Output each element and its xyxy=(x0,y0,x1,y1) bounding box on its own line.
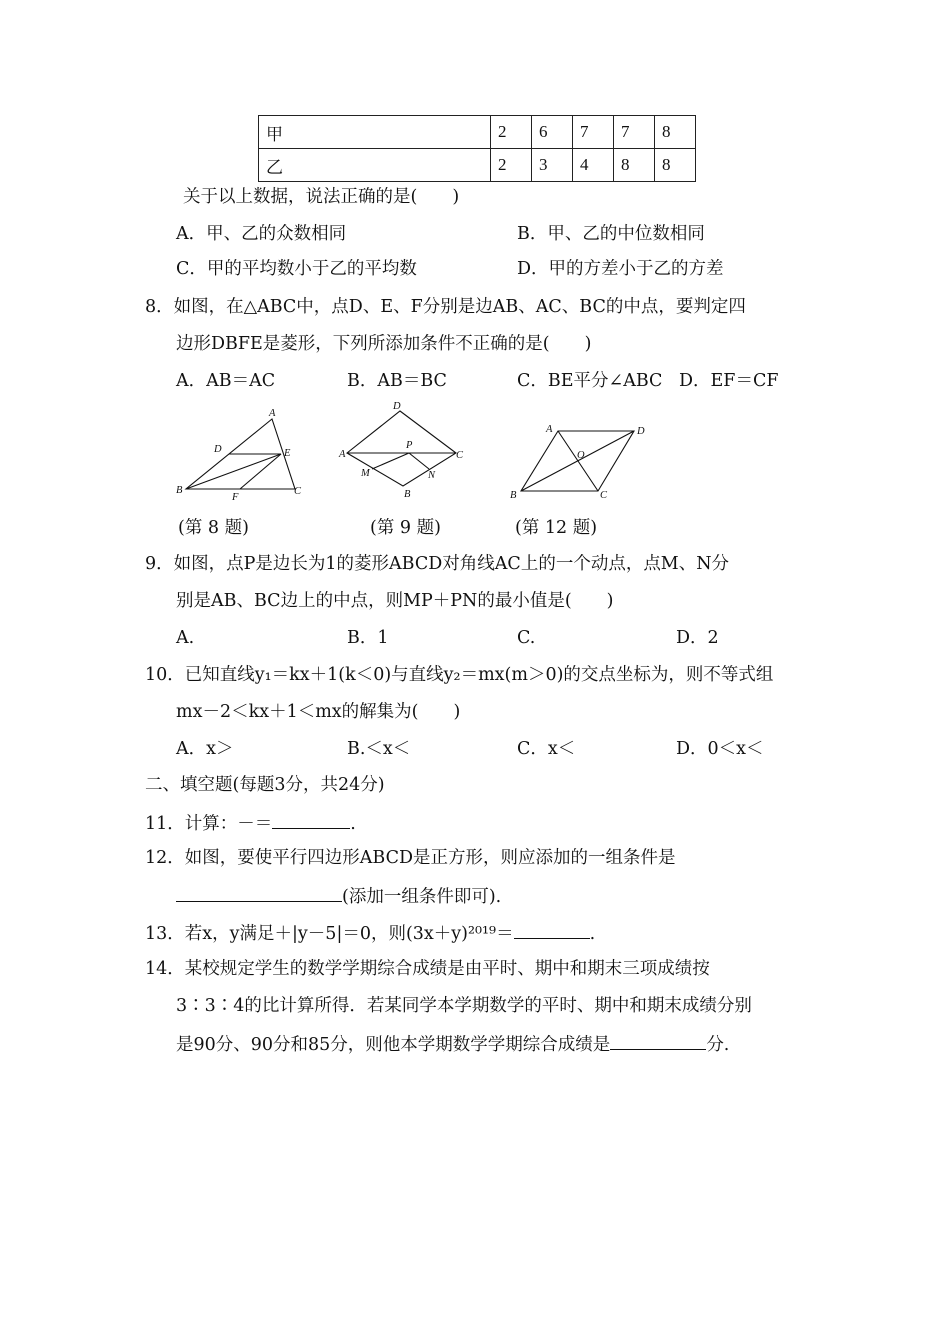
fig12-label: B xyxy=(510,490,517,501)
q14-line3-wrap xyxy=(176,1031,729,1057)
q8-option-b: B．AB＝BC xyxy=(347,371,447,391)
q13-text: 13．若x，y满足＋|y－5|＝0，则(3x＋y)²⁰¹⁹＝ xyxy=(145,924,514,944)
q9-line2: 别是AB、BC边上的中点，则MP＋PN的最小值是( ) xyxy=(176,591,614,611)
q14-line1: 14．某校规定学生的数学学期综合成绩是由平时、期中和期末三项成绩按 xyxy=(145,959,710,979)
fig9-label: M xyxy=(361,468,370,479)
q10-line2: mx－2＜kx＋1＜mx的解集为( ) xyxy=(176,702,461,722)
q13-end: . xyxy=(589,924,596,944)
q8-line1: 8．如图，在△ABC中，点D、E、F分别是边AB、AC、BC的中点，要判定四 xyxy=(145,297,746,317)
q10-line1: 10．已知直线y₁＝kx＋1(k＜0)与直线y₂＝mx(m＞0)的交点坐标为，则不等式组 xyxy=(145,665,774,685)
q10-option-d: D．0＜x＜ xyxy=(676,739,764,759)
q9-line1: 9．如图，点P是边长为1的菱形ABCD对角线AC上的一个动点，点M、N分 xyxy=(145,554,730,574)
fig8-label: E xyxy=(284,448,291,459)
segment-be xyxy=(186,454,281,489)
geometry-figures xyxy=(0,0,950,520)
q9-option-c: C. xyxy=(517,628,536,648)
cell: 4 xyxy=(573,149,614,182)
caption-fig9: (第 9 题) xyxy=(370,518,441,538)
q14-end: 分. xyxy=(706,1035,730,1055)
answer-blank xyxy=(272,810,350,829)
q9-option-a: A. xyxy=(176,628,195,648)
cell: 2 xyxy=(491,116,532,149)
q10-option-c: C．x＜ xyxy=(517,739,576,759)
q8-line2: 边形DBFE是菱形，下列所添加条件不正确的是( ) xyxy=(176,334,592,354)
fig9-label: P xyxy=(406,440,413,451)
q11 xyxy=(145,810,356,836)
fig8-label: C xyxy=(294,486,302,497)
q12-line2-wrap xyxy=(176,883,501,909)
cell: 3 xyxy=(532,149,573,182)
q9-option-b: B．1 xyxy=(347,628,389,648)
caption-fig8: (第 8 题) xyxy=(178,518,249,538)
cell: 2 xyxy=(491,149,532,182)
figure-12 xyxy=(510,424,645,501)
fig8-label: A xyxy=(269,408,276,419)
fig9-label: D xyxy=(393,401,401,412)
q11-end: . xyxy=(350,814,356,834)
fig9-label: C xyxy=(456,450,464,461)
fig9-label: N xyxy=(428,470,436,481)
answer-blank xyxy=(176,883,342,902)
q12-line2: (添加一组条件即可). xyxy=(342,887,502,907)
q7-option-a: A．甲、乙的众数相同 xyxy=(176,224,347,244)
answer-blank xyxy=(610,1031,706,1050)
figure-9 xyxy=(338,401,464,500)
cell: 6 xyxy=(532,116,573,149)
row-name: 乙 xyxy=(259,149,491,182)
figure-8 xyxy=(176,408,302,503)
q8-option-a: A．AB＝AC xyxy=(176,371,276,391)
fig12-label: C xyxy=(600,490,608,501)
fig12-label: O xyxy=(577,450,585,461)
cell: 8 xyxy=(614,149,655,182)
q7-option-d: D．甲的方差小于乙的方差 xyxy=(517,259,724,279)
cell: 8 xyxy=(655,116,696,149)
q10-option-b: B.＜x＜ xyxy=(347,739,411,759)
q7-option-b: B．甲、乙的中位数相同 xyxy=(517,224,705,244)
q8-option-c: C．BE平分∠ABC xyxy=(517,371,663,391)
q14-line2: 3∶3∶4的比计算所得．若某同学本学期数学的平时、期中和期末成绩分别 xyxy=(176,996,752,1016)
q7-option-c: C．甲的平均数小于乙的平均数 xyxy=(176,259,417,279)
fig8-label: D xyxy=(214,444,222,455)
row-name: 甲 xyxy=(259,116,491,149)
fig12-label: A xyxy=(546,424,553,435)
q8-option-d: D．EF＝CF xyxy=(679,371,779,391)
q9-option-d: D．2 xyxy=(676,628,719,648)
q14-line3: 是90分、90分和85分，则他本学期数学学期综合成绩是 xyxy=(176,1035,611,1055)
fig9-label: B xyxy=(404,489,411,500)
q7-stem: 关于以上数据，说法正确的是( ) xyxy=(183,187,460,207)
answer-blank xyxy=(514,920,590,939)
fig8-label: F xyxy=(232,492,239,503)
fig8-label: B xyxy=(176,485,183,496)
segment-mp xyxy=(372,453,409,469)
cell: 7 xyxy=(614,116,655,149)
segment-ef xyxy=(240,454,281,489)
segment-pn xyxy=(409,453,429,469)
caption-fig12: (第 12 题) xyxy=(515,518,598,538)
cell: 7 xyxy=(573,116,614,149)
diagonal-bd xyxy=(521,431,634,491)
q13 xyxy=(145,920,595,946)
cell: 8 xyxy=(655,149,696,182)
fig12-label: D xyxy=(637,426,645,437)
section-title: 二、填空题(每题3分，共24分) xyxy=(145,775,385,795)
q10-option-a: A．x＞ xyxy=(176,739,234,759)
q12-line1: 12．如图，要使平行四边形ABCD是正方形，则应添加的一组条件是 xyxy=(145,848,676,868)
q11-text: 11．计算：－＝ xyxy=(145,814,273,834)
fig9-label: A xyxy=(339,449,346,460)
